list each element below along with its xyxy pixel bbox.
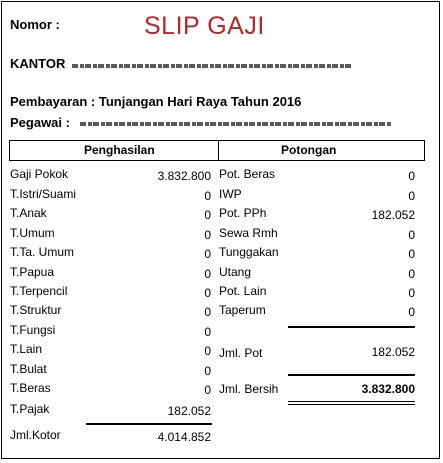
bersih-double-rule-2 [288,404,415,405]
bersih-rule [288,374,415,376]
potongan-label: Pot. Lain [219,284,267,298]
potongan-label: Taperum [219,303,266,317]
jml-bersih-label: Jml. Bersih [219,382,279,396]
kantor-label: KANTOR [10,56,66,71]
penghasilan-label: T.Terpencil [10,284,68,298]
jml-pot-label: Jml. Pot [219,346,263,360]
penghasilan-value: 0 [204,267,211,281]
jml-kotor-label: Jml.Kotor [10,428,61,442]
penghasilan-header: Penghasilan [84,143,155,157]
penghasilan-label: T.Umum [10,226,55,240]
potongan-label: Sewa Rmh [219,226,278,240]
potongan-value: 0 [408,189,415,203]
pembayaran-line: Pembayaran : Tunjangan Hari Raya Tahun 2016 [10,94,302,109]
penghasilan-value: 0 [204,286,211,300]
penghasilan-value: 0 [204,325,211,339]
penghasilan-label: T.Struktur [10,303,62,317]
header-divider [218,141,219,160]
pot-rule [288,326,415,328]
penghasilan-label: T.Bulat [10,362,47,376]
potongan-value: 0 [408,228,415,242]
penghasilan-value: 0 [204,344,211,358]
potongan-label: IWP [219,187,242,201]
penghasilan-value: 0 [204,364,211,378]
penghasilan-value: 0 [204,247,211,261]
penghasilan-value: 3.832.800 [157,169,211,183]
potongan-value: 0 [408,169,415,183]
penghasilan-value: 0 [204,208,211,222]
penghasilan-label: Gaji Pokok [10,167,69,181]
potongan-label: Pot. Beras [219,167,276,181]
table-header [9,140,425,161]
slip-title: SLIP GAJI [144,12,265,40]
penghasilan-value: 0 [204,305,211,319]
penghasilan-label: T.Papua [10,265,55,279]
potongan-label: Utang [219,265,252,279]
penghasilan-label: T.Fungsi [10,323,56,337]
penghasilan-label: T.Beras [10,381,51,395]
penghasilan-value: 0 [204,189,211,203]
penghasilan-value: 0 [204,228,211,242]
potongan-label: Tunggakan [219,245,279,259]
penghasilan-label: T.Pajak [10,402,50,416]
potongan-header: Potongan [281,143,337,157]
nomor-label: Nomor : [10,17,60,32]
jml-kotor-value: 4.014.852 [157,430,211,444]
potongan-value: 0 [408,247,415,261]
penghasilan-label: T.Ta. Umum [10,245,75,259]
penghasilan-label: T.Lain [10,342,43,356]
pegawai-redacted-value [80,122,392,126]
jml-bersih-value: 3.832.800 [361,382,415,396]
potongan-value: 0 [408,305,415,319]
potongan-label: Pot. PPh [219,206,267,220]
potongan-value: 182.052 [371,208,415,222]
kotor-rule [86,423,212,425]
kantor-redacted-value [72,64,352,68]
jml-pot-value: 182.052 [371,345,415,359]
penghasilan-label: T.Anak [10,206,47,220]
bersih-double-rule-1 [288,401,415,402]
penghasilan-value: 0 [204,383,211,397]
penghasilan-value: 182.052 [167,404,211,418]
penghasilan-label: T.Istri/Suami [10,187,77,201]
pegawai-label: Pegawai : [10,115,70,130]
potongan-value: 0 [408,267,415,281]
potongan-value: 0 [408,286,415,300]
